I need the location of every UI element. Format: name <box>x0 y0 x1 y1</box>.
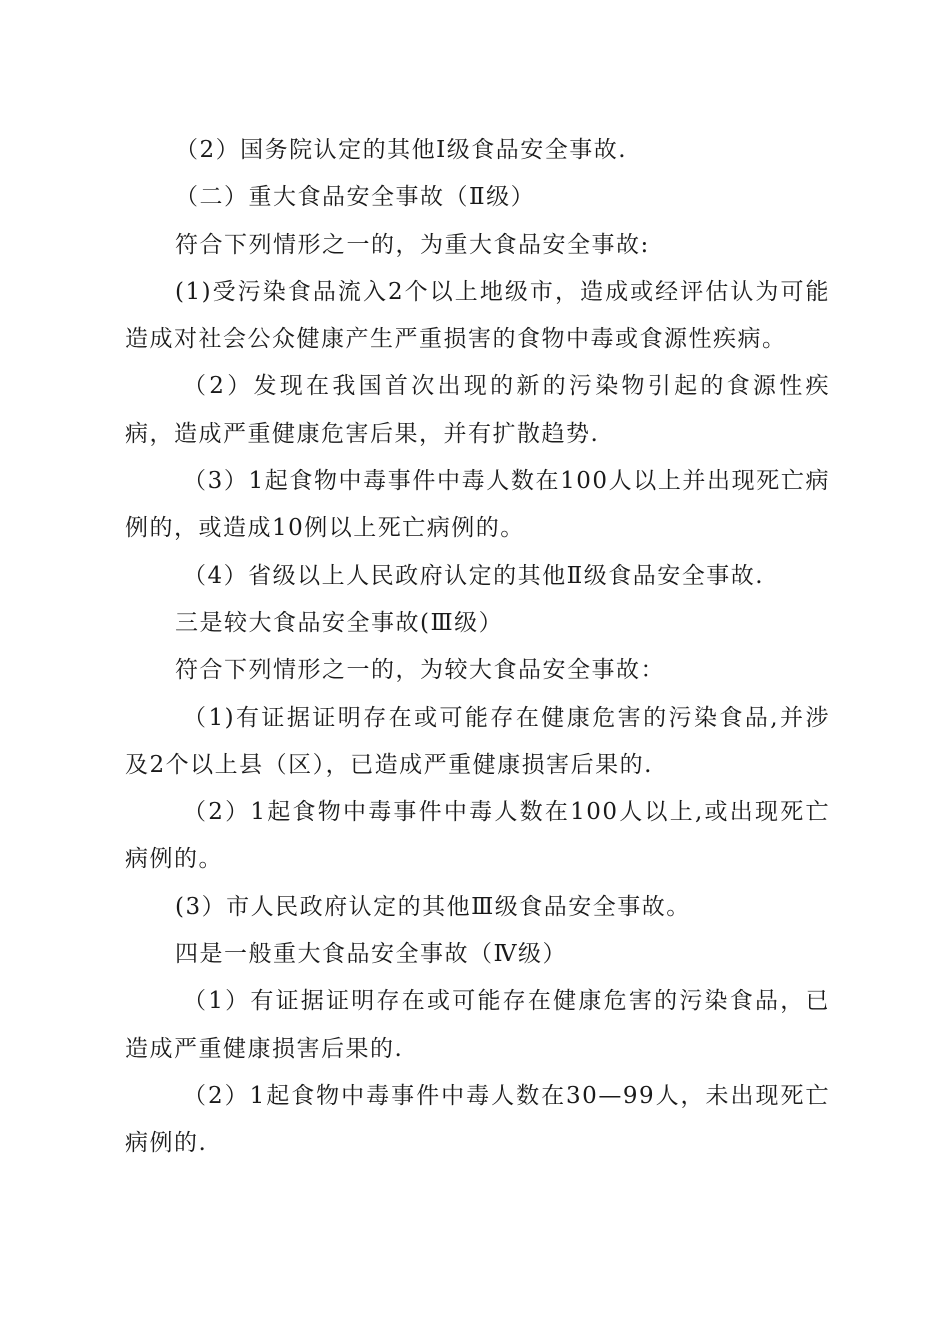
paragraph: （4）省级以上人民政府认定的其他Ⅱ级食品安全事故. <box>183 562 765 589</box>
section-heading: 四是一般重大食品安全事故（Ⅳ级） <box>175 941 567 968</box>
paragraph: 符合下列情形之一的，为较大食品安全事故： <box>175 657 665 684</box>
paragraph: (3）市人民政府认定的其他Ⅲ级食品安全事故。 <box>175 893 691 920</box>
paragraph: （2）1起食物中毒事件中毒人数在30—99人，未出现死亡病例的. <box>125 1082 830 1157</box>
paragraph: （2）发现在我国首次出现的新的污染物引起的食源性疾病，造成严重健康危害后果，并有扩散趋势. <box>125 373 830 447</box>
paragraph: （1）有证据证明存在或可能存在健康危害的污染食品，已造成严重健康损害后果的. <box>125 988 830 1062</box>
paragraph: 符合下列情形之一的，为重大食品安全事故: <box>175 231 650 258</box>
document-body <box>125 127 830 1168</box>
section-heading: 三是较大食品安全事故(Ⅲ级） <box>175 609 504 636</box>
paragraph: （3）1起食物中毒事件中毒人数在100人以上并出现死亡病例的，或造成10例以上死亡病例的。 <box>125 468 830 542</box>
section-heading: （二）重大食品安全事故（Ⅱ级） <box>175 184 536 211</box>
paragraph: （2）1起食物中毒事件中毒人数在100人以上,或出现死亡病例的。 <box>125 799 830 873</box>
paragraph: (1)受污染食品流入2个以上地级市，造成或经评估认为可能造成对社会公众健康产生严重损害的食物中毒或食源性疾病。 <box>125 278 830 353</box>
paragraph: （1)有证据证明存在或可能存在健康危害的污染食品,并涉及2个以上县（区），已造成严重健康损害后果的. <box>125 704 830 778</box>
paragraph: （2）国务院认定的其他Ⅰ级食品安全事故. <box>175 137 628 163</box>
